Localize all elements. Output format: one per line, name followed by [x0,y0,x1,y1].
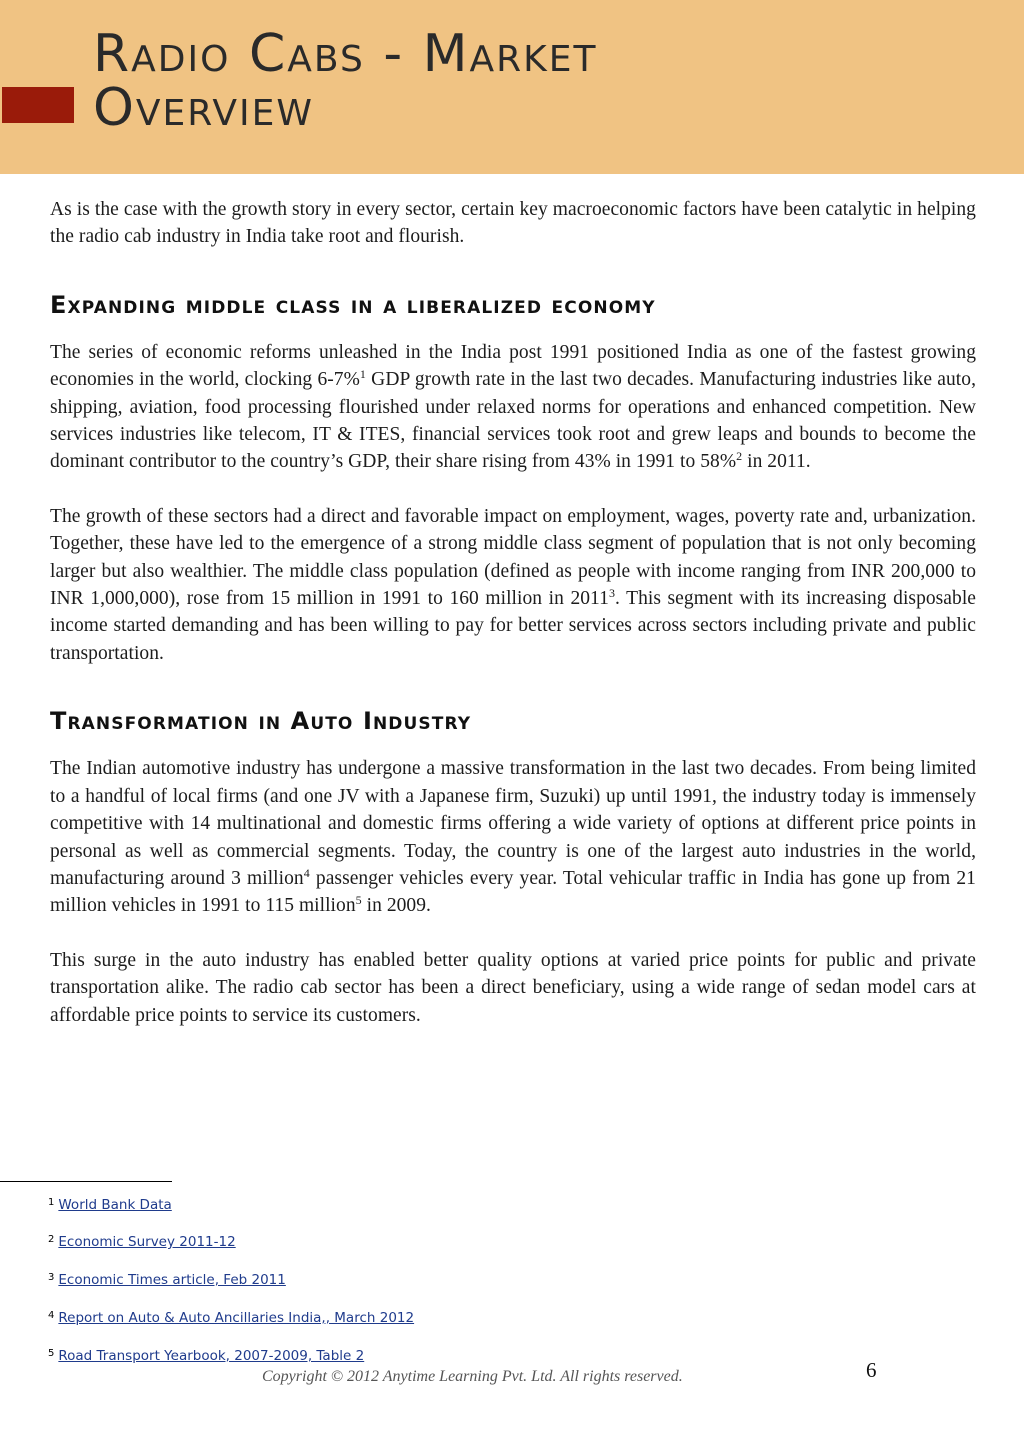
section-heading-middle-class: Expanding middle class in a liberalized economy [50,290,656,319]
page-title-line-1: Radio Cabs - Market [93,24,598,84]
footnote-ref-4[interactable]: 4 [303,865,310,880]
footnote-link-road-transport[interactable]: Road Transport Yearbook, 2007-2009, Table 2 [58,1348,365,1364]
footnote-link-world-bank[interactable]: World Bank Data [58,1197,172,1213]
footnote-item [48,1310,414,1326]
page-title-line-2: Overview [93,78,314,138]
page-number: 6 [866,1358,877,1382]
footnote-item [48,1234,236,1250]
footnote-ref-2[interactable]: 2 [736,449,743,464]
footnote-item [48,1348,364,1364]
footnote-item [48,1272,286,1288]
footnote-number: 5 [48,1348,55,1359]
footnote-item [48,1197,172,1213]
footnote-link-auto-report[interactable]: Report on Auto & Auto Ancillaries India,, March 2012 [58,1310,415,1326]
page-title [93,24,598,138]
middle-class-paragraph-1: The series of economic reforms unleashed in the India post 1991 positioned India as one of the fastest growing economies in the world, clocking 6-7%$^1$ GDP growth rate in the last two decades. Manufacturing industries like auto, shipping, aviation, food processing flourished under relaxed norms for operations and enhanced competition. New services industries like telecom, IT & ITES, financial services took root and grew leaps and bounds to become the dominant contributor to the country’s GDP, their share rising from 43% in 1991 to 58%$^2$ in 2011. [50,341,977,473]
footnote-number: 4 [48,1310,55,1321]
footnote-number: 1 [48,1197,55,1208]
footnote-ref-5[interactable]: 5 [355,893,362,908]
footnote-number: 3 [48,1272,55,1283]
main-content [50,196,976,1029]
footnote-link-economic-survey[interactable]: Economic Survey 2011-12 [58,1234,236,1250]
footnote-number: 2 [48,1234,55,1245]
footnote-link-economic-times[interactable]: Economic Times article, Feb 2011 [58,1272,286,1288]
footnote-ref-3[interactable]: 3 [608,586,615,601]
intro-paragraph: As is the case with the growth story in every sector, certain key macroeconomic factors have been catalytic in helping the radio cab industry in India take root and flourish. [50,199,976,248]
middle-class-paragraph-2: The growth of these sectors had a direct and favorable impact on employment, wages, poverty rate and, urbanization. Together, these have led to the emergence of a strong middle class segment of population that is not only becoming larger but also wealthier. The middle class population (defined as people with income ranging from INR 200,000 to INR 1,000,000), rose from 15 million in 1991 to 160 million in 2011$^3$. This segment with its increasing disposable income started demanding and has been willing to pay for better services across sectors including private and public transportation. [50,505,976,664]
auto-industry-paragraph-1: The Indian automotive industry has undergone a massive transformation in the last two decades. From being limited to a handful of local firms (and one JV with a Japanese firm, Suzuki) up until 1991, the industry today is immensely competitive with 14 multinational and domestic firms offering a wide variety of options at different price points in personal as well as commercial segments. Today, the country is one of the largest auto industries in the world, manufacturing around 3 million$^4$ passenger vehicles every year. Total vehicular traffic in India has gone up from 21 million vehicles in 1991 to 115 million$^5$ in 2009. [50,758,976,917]
footnote-separator [0,1181,172,1182]
auto-industry-paragraph-2: This surge in the auto industry has enabled better quality options at varied price points for public and private transportation alike. The radio cab sector has been a direct beneficiary, using a wide range of sedan model cars at affordable price points to service its customers. [50,949,976,1026]
header-accent-block [2,87,74,123]
footnote-ref-1[interactable]: 1 [359,367,366,382]
section-heading-auto-industry: Transformation in Auto Industry [50,707,472,736]
copyright-notice: Copyright © 2012 Anytime Learning Pvt. Ltd. All rights reserved. [262,1368,683,1385]
